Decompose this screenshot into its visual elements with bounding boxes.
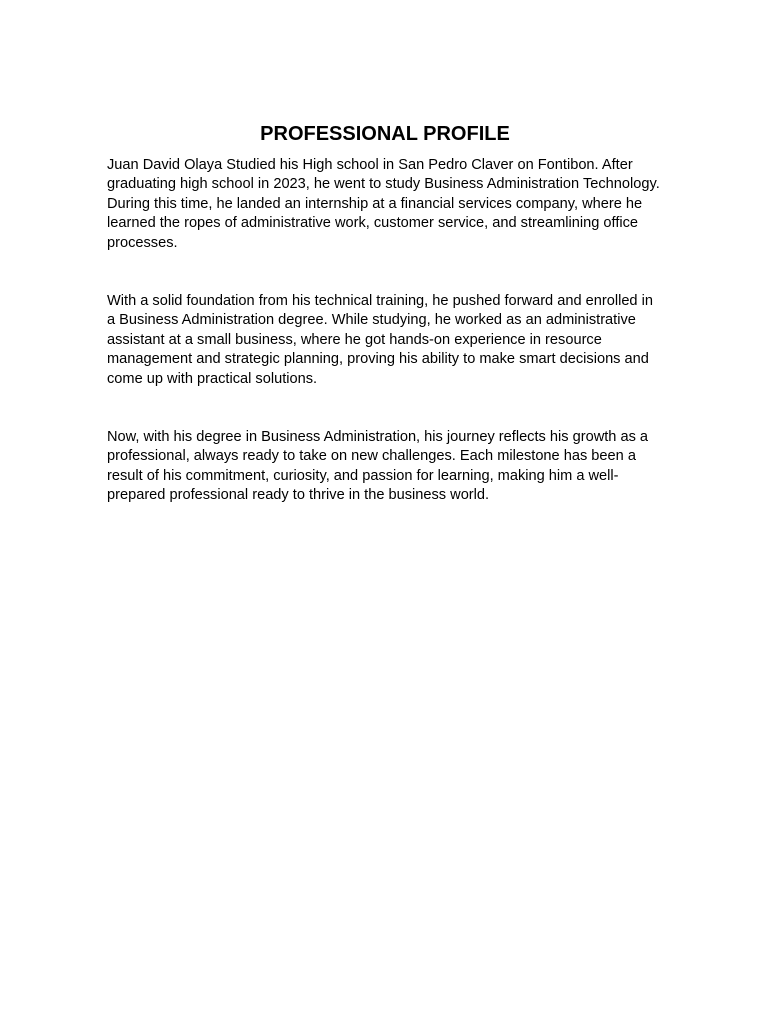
document-body — [107, 122, 663, 506]
paragraph-current: Now, with his degree in Business Administration, his journey reflects his growth as a professional, always ready to take on new challenges. Each milestone has been a result of his commitment, curiosity, and passion for learning, making him a well-prepared professional ready to thrive in the business world. — [107, 429, 649, 504]
paragraph-education: Juan David Olaya Studied his High school in San Pedro Claver on Fontibon. After graduating high school in 2023, he went to study Business Administration Technology. During this time, he landed an internship at a financial services company, where he learned the ropes of administrative work, customer service, and streamlining office processes. — [107, 157, 660, 251]
page-title: PROFESSIONAL PROFILE — [260, 123, 510, 145]
paragraph-degree: With a solid foundation from his technical training, he pushed forward and enrolled in a Business Administration degree. While studying, he worked as an administrative assistant at a small business, where he got hands-on experience in resource management and strategic planning, proving his ability to make smart decisions and come up with practical solutions. — [107, 293, 653, 387]
